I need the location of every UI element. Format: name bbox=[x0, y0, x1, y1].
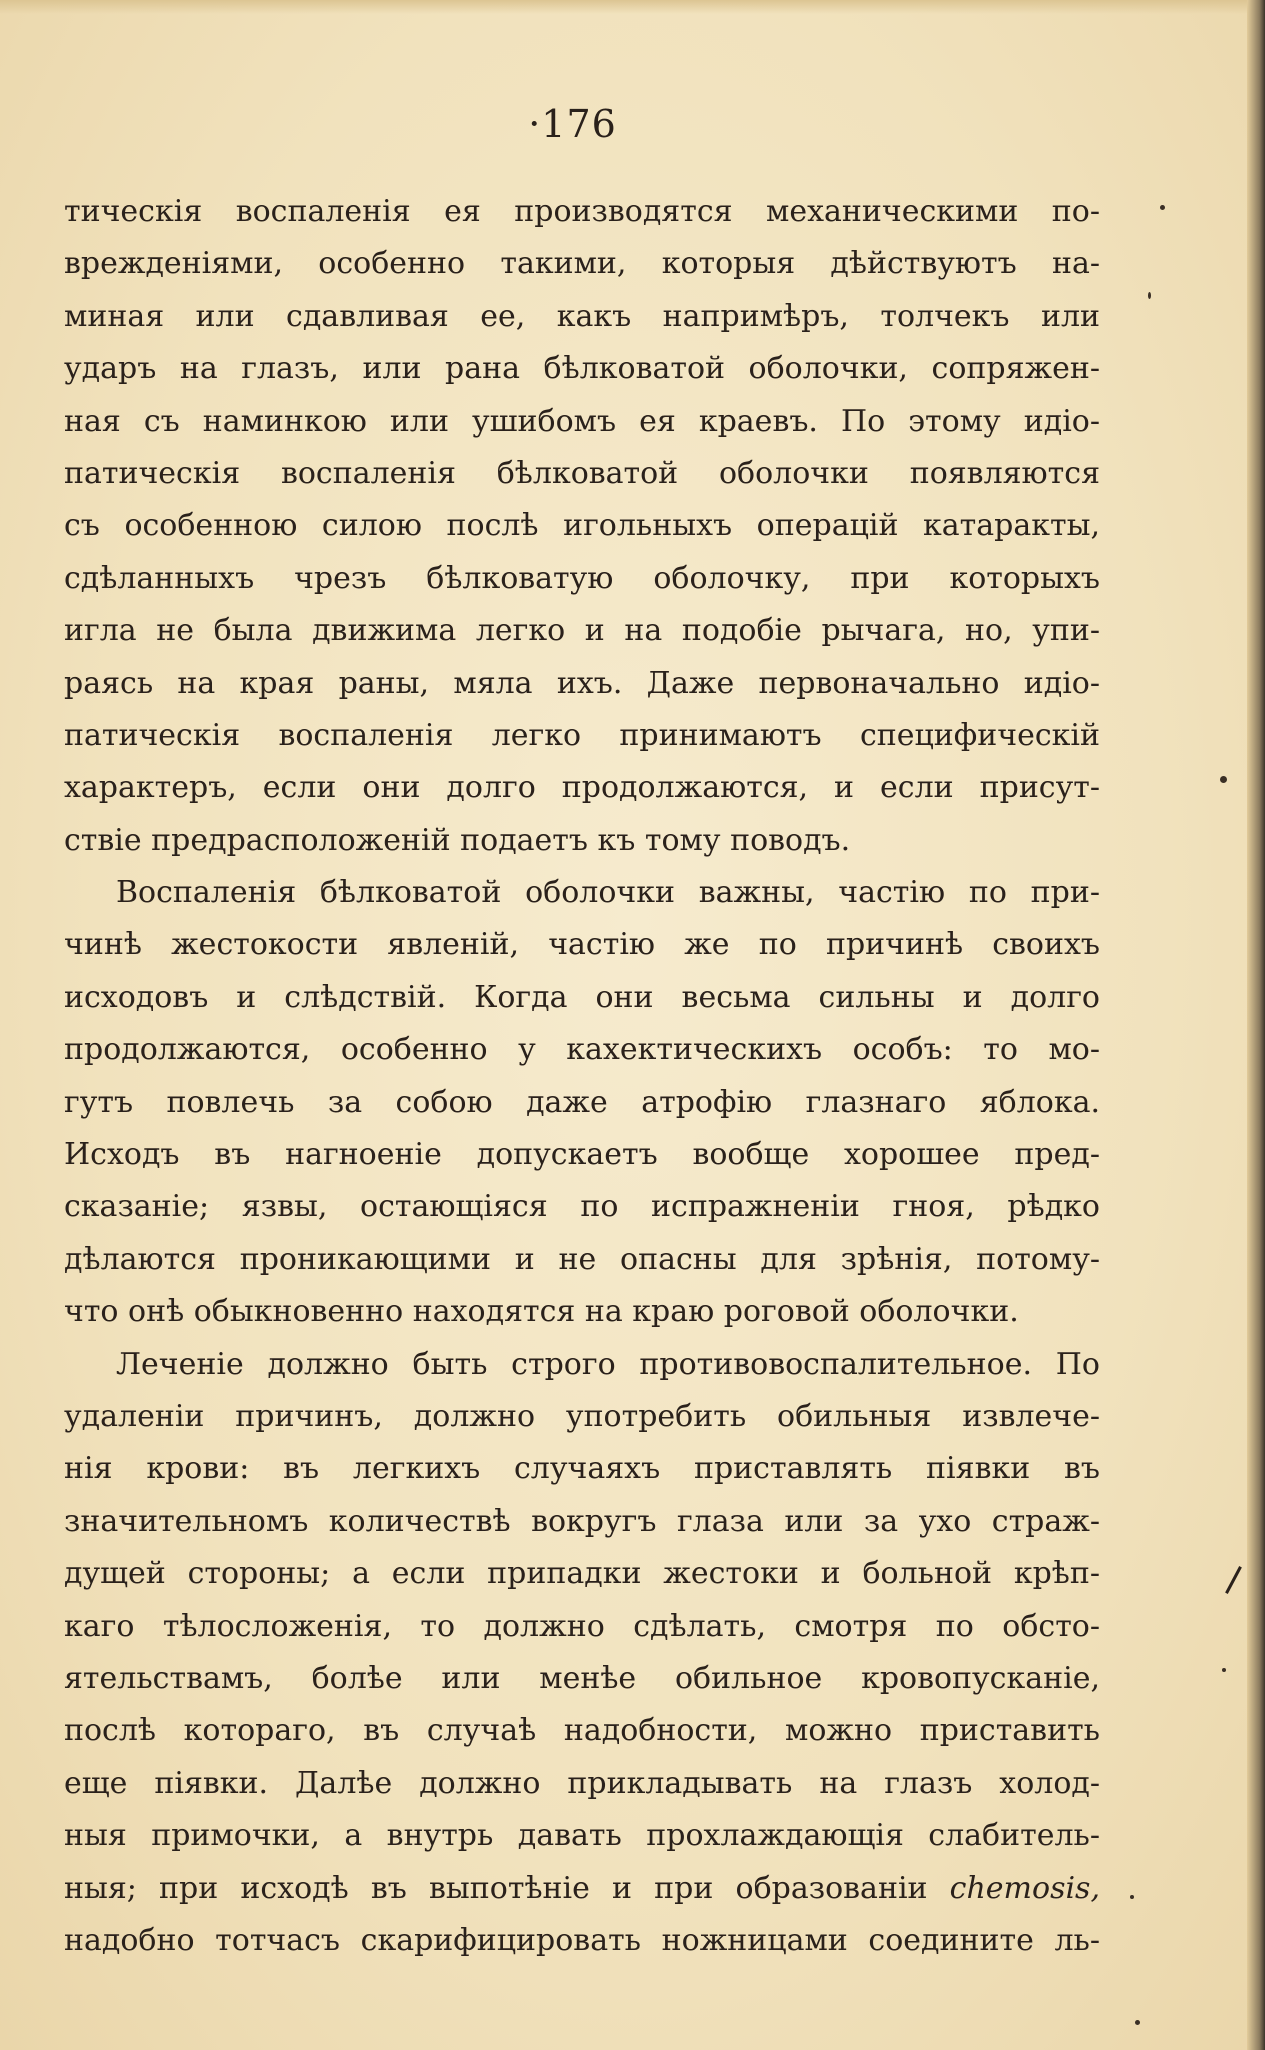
text-line-content: чинѣ жестокости явленій, частію же по причинѣ своихъ bbox=[64, 927, 1100, 963]
text-line bbox=[64, 1705, 1100, 1757]
text-line bbox=[64, 1024, 1100, 1076]
page-binding-edge bbox=[1247, 0, 1265, 2050]
text-line bbox=[64, 396, 1100, 448]
text-line bbox=[64, 1234, 1100, 1286]
text-line-content: значительномъ количествѣ вокругъ глаза или за ухо страж- bbox=[64, 1503, 1100, 1539]
text-line bbox=[64, 1496, 1100, 1548]
text-line-content: Воспаленія бѣлковатой оболочки важны, частію по при- bbox=[116, 875, 1100, 911]
text-line-content: дѣлаются проникающими и не опасны для зрѣнія, потому- bbox=[64, 1241, 1100, 1277]
text-line bbox=[64, 1077, 1100, 1129]
body-text bbox=[64, 186, 1100, 1967]
text-line bbox=[64, 291, 1100, 343]
text-line bbox=[64, 1443, 1100, 1495]
pencil-mark bbox=[1225, 1566, 1242, 1594]
text-line-content: тическія воспаленія ея производятся механическими по- bbox=[64, 194, 1100, 229]
italic-term: chemosis, bbox=[927, 1870, 1100, 1906]
text-line-content: ятельствамъ, болѣе или менѣе обильное кровопусканіе, bbox=[64, 1660, 1100, 1696]
text-line bbox=[64, 867, 1100, 919]
text-line-content: ныя примочки, а внутрь давать прохлаждающія слабитель- bbox=[64, 1818, 1100, 1854]
text-line-content: ныя; при исходѣ въ выпотѣніе и при образованіи bbox=[64, 1870, 928, 1906]
text-line bbox=[64, 1758, 1100, 1810]
text-line bbox=[64, 815, 1100, 867]
text-line-content: исходовъ и слѣдствій. Когда они весьма сильны и долго bbox=[64, 979, 1100, 1015]
text-line bbox=[64, 1915, 1100, 1967]
text-line-content: каго тѣлосложенія, то должно сдѣлать, смотря по обсто- bbox=[64, 1608, 1100, 1644]
text-line bbox=[64, 710, 1100, 762]
text-line-content: миная или сдавливая ее, какъ напримѣръ, толчекъ или bbox=[64, 298, 1100, 334]
text-line bbox=[64, 1863, 1100, 1915]
text-line-content: еще піявки. Далѣе должно прикладывать на глазъ холод- bbox=[64, 1765, 1100, 1801]
text-line bbox=[64, 553, 1100, 605]
text-line-content: игла не была движима легко и на подобіе рычага, но, упи- bbox=[64, 613, 1100, 649]
text-line bbox=[64, 762, 1100, 814]
text-line-content: Леченіе должно быть строго противовоспалительное. По bbox=[116, 1346, 1100, 1382]
text-line bbox=[64, 972, 1100, 1024]
text-line bbox=[64, 1810, 1100, 1862]
text-line bbox=[64, 1129, 1100, 1181]
text-line-content: ударъ на глазъ, или рана бѣлковатой оболочки, сопряжен- bbox=[64, 351, 1100, 387]
text-line-content: патическія воспаленія бѣлковатой оболочки появляются bbox=[64, 455, 1100, 491]
text-line-content: раясь на края раны, мяла ихъ. Даже первоначально идіо- bbox=[64, 665, 1100, 701]
page-top-shadow bbox=[0, 0, 1265, 14]
text-line-content: надобно тотчасъ скарифицировать ножницами соедините ль- bbox=[64, 1922, 1100, 1958]
text-line bbox=[64, 1286, 1100, 1338]
text-line bbox=[64, 1653, 1100, 1705]
text-line-content: сдѣланныхъ чрезъ бѣлковатую оболочку, при которыхъ bbox=[64, 560, 1100, 596]
text-line-content: что онѣ обыкновенно находятся на краю роговой оболочки. bbox=[64, 1294, 1019, 1330]
text-line bbox=[64, 1339, 1100, 1391]
text-line-content: характеръ, если они долго продолжаются, и если присут- bbox=[64, 770, 1100, 806]
text-line-content: врежденіями, особенно такими, которыя дѣйствуютъ на- bbox=[64, 246, 1100, 282]
text-line bbox=[64, 448, 1100, 500]
text-line-content: продолжаются, особенно у кахектическихъ особъ: то мо- bbox=[64, 1032, 1100, 1068]
text-line bbox=[64, 1548, 1100, 1600]
text-line-content: съ особенною силою послѣ игольныхъ операцій катаракты, bbox=[64, 508, 1100, 544]
page-number: ·176 bbox=[528, 102, 617, 146]
text-line-content: Исходъ въ нагноеніе допускаетъ вообще хорошее пред- bbox=[64, 1137, 1100, 1173]
text-line bbox=[64, 500, 1100, 552]
text-line bbox=[64, 658, 1100, 710]
text-line bbox=[64, 238, 1100, 290]
text-line-content: ствіе предрасположеній подаетъ къ тому поводъ. bbox=[64, 822, 851, 858]
ink-speck bbox=[1135, 2020, 1140, 2025]
ink-speck bbox=[1130, 1895, 1134, 1899]
ink-speck bbox=[1148, 292, 1151, 299]
text-line-content: послѣ котораго, въ случаѣ надобности, можно приставить bbox=[64, 1713, 1100, 1749]
text-line-content: гутъ повлечь за собою даже атрофію глазнаго яблока. bbox=[64, 1084, 1100, 1120]
text-line-content: сказаніе; язвы, остающіяся по испражненіи гноя, рѣдко bbox=[64, 1189, 1100, 1225]
text-line bbox=[64, 919, 1100, 971]
text-line-content: ная съ наминкою или ушибомъ ея краевъ. По этому идіо- bbox=[64, 403, 1100, 439]
text-line bbox=[64, 605, 1100, 657]
text-line-content: удаленіи причинъ, должно употребить обильныя извлече- bbox=[64, 1398, 1100, 1434]
ink-speck bbox=[1160, 205, 1165, 210]
ink-speck bbox=[1222, 1668, 1226, 1672]
ink-speck bbox=[1220, 776, 1227, 783]
text-line bbox=[64, 1181, 1100, 1233]
text-line bbox=[64, 186, 1100, 238]
text-line bbox=[64, 1601, 1100, 1653]
text-line bbox=[64, 343, 1100, 395]
text-line-content: нія крови: въ легкихъ случаяхъ приставлять піявки въ bbox=[64, 1451, 1100, 1487]
text-line-content: дущей стороны; а если припадки жестоки и больной крѣп- bbox=[64, 1556, 1100, 1592]
text-line bbox=[64, 1391, 1100, 1443]
text-line-content: патическія воспаленія легко принимаютъ специфическій bbox=[64, 717, 1100, 753]
